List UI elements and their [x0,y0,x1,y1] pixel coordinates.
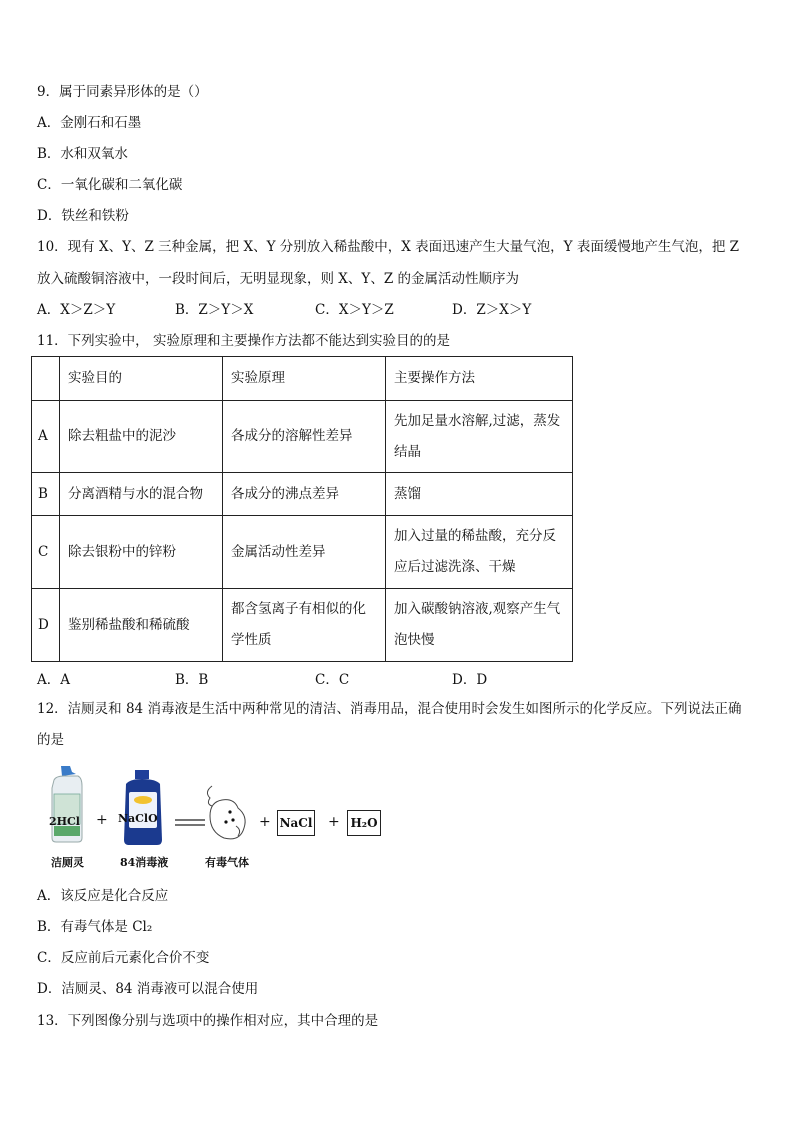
product2-box: H₂O [347,810,381,836]
q12-option-c: C．反应前后元素化合价不变 [37,950,210,966]
table-header-cell: 主要操作方法 [386,357,573,401]
reaction-figure [40,760,400,870]
plus-sign: + [96,812,108,828]
table-row [32,401,573,473]
table-cell: 都含氢离子有相似的化学性质 [223,589,386,662]
q10-option-c: C．X＞Y＞Z [315,302,394,318]
plus-sign: + [259,814,271,830]
q10-option-a: A．X＞Z＞Y [37,302,116,318]
q11-stem: 11．下列实验中， 实验原理和主要操作方法都不能达到实验目的的是 [37,333,450,349]
toxic-gas-icon [202,782,254,846]
toilet-cleaner-bottle-icon [48,764,86,844]
q13-stem: 13．下列图像分别与选项中的操作相对应，其中合理的是 [37,1013,379,1029]
q9-option-b: B．水和双氧水 [37,146,128,162]
table-cell: 加入碳酸钠溶液,观察产生气泡快慢 [386,589,573,662]
q10-option-d: D．Z＞X＞Y [452,302,532,318]
reactant1-formula: 2HCl [49,815,80,828]
table-cell: B [32,473,60,516]
table-header-cell [32,357,60,401]
table-cell: 鉴别稀盐酸和稀硫酸 [60,589,223,662]
q9-option-d: D．铁丝和铁粉 [37,208,129,224]
q12-option-d: D．洁厕灵、84 消毒液可以混合使用 [37,981,259,997]
q12-stem-line2: 的是 [37,732,64,748]
table-cell: 金属活动性差异 [223,516,386,589]
q12-option-b: B．有毒气体是 Cl₂ [37,919,153,935]
q10-stem-line1: 10．现有 X、Y、Z 三种金属，把 X、Y 分别放入稀盐酸中，X 表面迅速产生大量气泡，Y 表面缓慢地产生气泡，把 Z [37,239,740,255]
reactant2-label: 84消毒液 [120,856,169,869]
reactant1-label: 洁厕灵 [51,856,84,869]
q12-stem-line1: 12．洁厕灵和 84 消毒液是生活中两种常见的清洁、消毒用品，混合使用时会发生如图所示的化学反应。下列说法正确 [37,701,742,717]
equals-sign-icon [175,818,205,828]
q11-option-c: C．C [315,672,350,688]
table-cell: 先加足量水溶解,过滤，蒸发结晶 [386,401,573,473]
table-cell: A [32,401,60,473]
table-cell: D [32,589,60,662]
table-header-row [32,357,573,401]
q12-option-a: A．该反应是化合反应 [37,888,169,904]
table-cell: 各成分的沸点差异 [223,473,386,516]
q9-option-a: A．金刚石和石墨 [37,115,142,131]
q11-table [31,356,573,662]
reactant2-formula: NaClO [118,812,158,825]
table-header-cell: 实验原理 [223,357,386,401]
gas-label: 有毒气体 [205,856,249,869]
table-cell: 分离酒精与水的混合物 [60,473,223,516]
table-row [32,589,573,662]
plus-sign: + [328,814,340,830]
table-cell: C [32,516,60,589]
table-row [32,473,573,516]
disinfectant-bottle-icon [120,770,166,846]
q10-stem-line2: 放入硫酸铜溶液中，一段时间后，无明显现象，则 X、Y、Z 的金属活动性顺序为 [37,271,519,287]
table-cell: 除去粗盐中的泥沙 [60,401,223,473]
q11-option-a: A．A [37,672,70,688]
table-cell: 各成分的溶解性差异 [223,401,386,473]
q11-option-d: D．D [452,672,488,688]
table-cell: 除去银粉中的锌粉 [60,516,223,589]
table-cell: 加入过量的稀盐酸，充分反应后过滤洗涤、干燥 [386,516,573,589]
table-cell: 蒸馏 [386,473,573,516]
product1-box: NaCl [277,810,315,836]
table-row [32,516,573,589]
q11-option-b: B．B [175,672,209,688]
q9-option-c: C．一氧化碳和二氧化碳 [37,177,183,193]
q10-option-b: B．Z＞Y＞X [175,302,254,318]
q9-stem: 9．属于同素异形体的是（） [37,84,208,100]
table-header-cell: 实验目的 [60,357,223,401]
